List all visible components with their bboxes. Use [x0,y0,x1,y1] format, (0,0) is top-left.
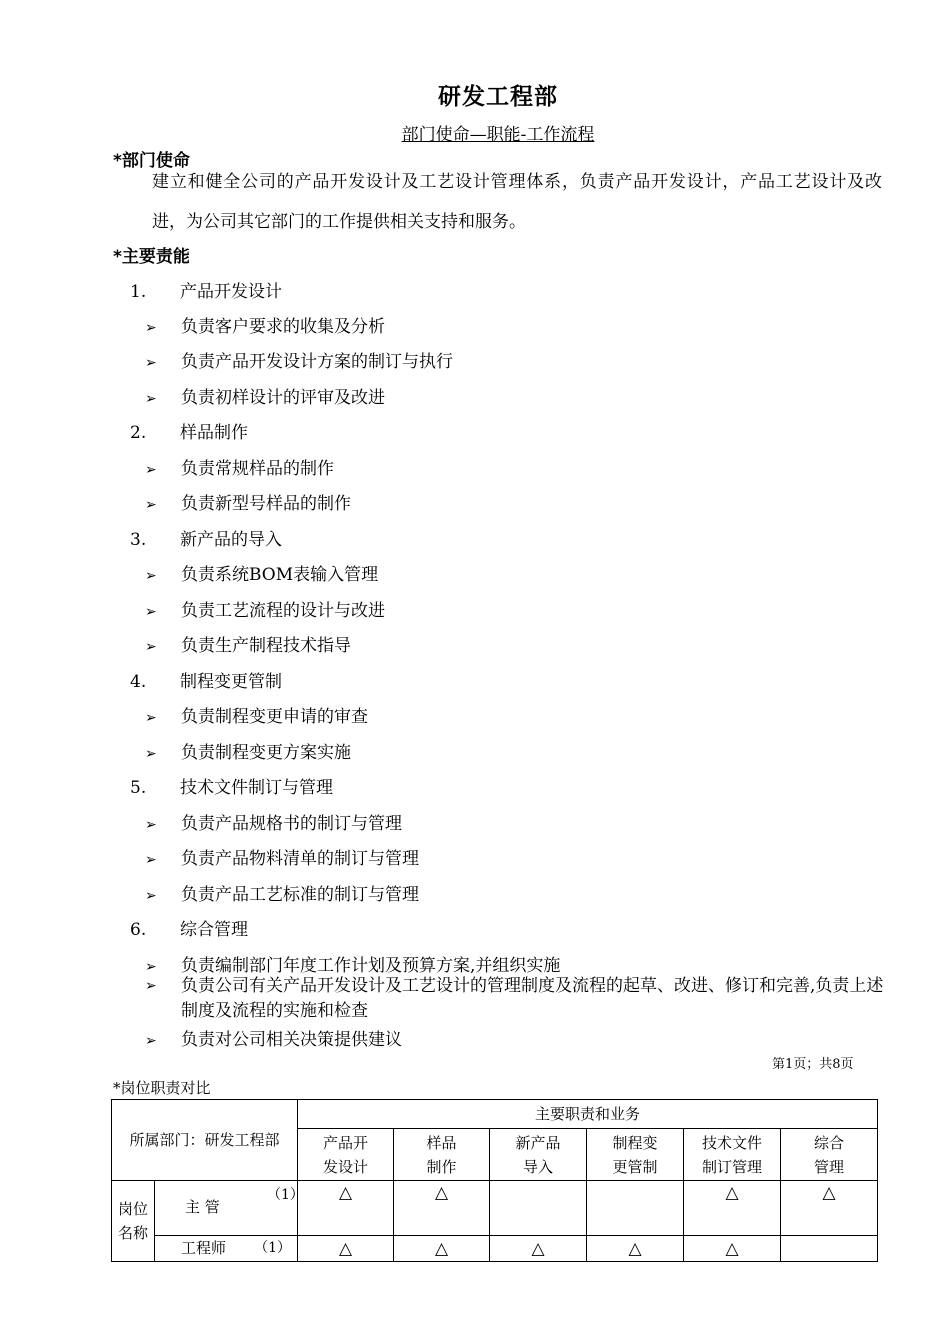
list-item [145,596,385,621]
arrow-bullet-icon: ➢ [145,355,157,371]
list-item-text: 负责产品工艺标准的制订与管理 [181,885,419,905]
category-5 [130,773,333,798]
duty-mark [587,1181,684,1236]
list-item [145,974,885,1024]
list-item [145,951,560,976]
list-item [145,347,453,372]
position-name-cell: 主 管 （1） [155,1181,298,1236]
list-item-text: 负责工艺流程的设计与改进 [181,601,385,621]
column-header: 综合 管理 [781,1129,878,1181]
category-label: 制程变更管制 [180,672,282,692]
list-item [145,738,351,763]
duty-mark: △ [684,1236,781,1262]
category-3 [130,525,282,550]
arrow-bullet-icon: ➢ [145,568,157,584]
list-item [145,631,351,656]
list-item [145,489,351,514]
list-item-text: 负责产品规格书的制订与管理 [181,814,402,834]
duty-mark: △ [490,1236,587,1262]
category-number: 5. [130,778,147,798]
list-item-text: 负责对公司相关决策提供建议 [181,1030,402,1050]
arrow-bullet-icon: ➢ [145,888,157,904]
arrow-bullet-icon: ➢ [145,1033,157,1049]
arrow-bullet-icon: ➢ [145,817,157,833]
arrow-bullet-icon: ➢ [145,462,157,478]
list-item [145,312,385,337]
list-item-text: 负责编制部门年度工作计划及预算方案,并组织实施 [181,956,561,976]
arrow-bullet-icon: ➢ [145,978,157,994]
category-number: 1. [130,282,147,302]
duty-mark: △ [298,1236,394,1262]
arrow-bullet-icon: ➢ [145,710,157,726]
list-item-text: 负责客户要求的收集及分析 [181,317,385,337]
list-item [145,454,334,479]
page-subtitle: 部门使命—职能-工作流程 [401,125,595,145]
category-label: 新产品的导入 [180,530,282,550]
category-label: 综合管理 [180,920,248,940]
page-title: 研发工程部 [438,84,558,110]
list-item-text: 负责公司有关产品开发设计及工艺设计的管理制度及流程的起草、改进、修订和完善,负责上述制度及流程的实施和检查 [181,976,884,1021]
arrow-bullet-icon: ➢ [145,497,157,513]
list-item-text: 负责初样设计的评审及改进 [181,388,385,408]
responsibilities-heading: *主要责能 [113,247,190,267]
column-header: 样品 制作 [394,1129,490,1181]
duty-mark: △ [394,1181,490,1236]
mission-heading: *部门使命 [113,151,190,171]
category-label: 技术文件制订与管理 [180,778,333,798]
duty-mark: △ [781,1181,878,1236]
comparison-heading: *岗位职责对比 [113,1079,211,1097]
arrow-bullet-icon: ➢ [145,959,157,975]
category-label: 产品开发设计 [180,282,282,302]
duty-mark: △ [394,1236,490,1262]
list-item-text: 负责产品物料清单的制订与管理 [181,849,419,869]
category-number: 2. [130,423,147,443]
arrow-bullet-icon: ➢ [145,746,157,762]
list-item-text: 负责产品开发设计方案的制订与执行 [181,352,453,372]
category-number: 4. [130,672,147,692]
mission-text: 建立和健全公司的产品开发设计及工艺设计管理体系，负责产品开发设计，产品工艺设计及改进，为公司其它部门的工作提供相关支持和服务。 [152,172,882,232]
category-6 [130,915,248,940]
arrow-bullet-icon: ➢ [145,391,157,407]
list-item-text: 负责常规样品的制作 [181,459,334,479]
department-cell: 所属部门：研发工程部 [112,1100,298,1181]
column-header: 新产品 导入 [490,1129,587,1181]
list-item-text: 负责新型号样品的制作 [181,494,351,514]
list-item [145,702,368,727]
arrow-bullet-icon: ➢ [145,604,157,620]
duty-mark [781,1236,878,1262]
list-item [145,1025,402,1050]
column-header: 制程变 更管制 [587,1129,684,1181]
list-item-text: 负责生产制程技术指导 [181,636,351,656]
list-item [145,809,402,834]
duty-mark: △ [298,1181,394,1236]
table-row [112,1181,878,1236]
list-item [145,560,378,585]
duty-mark: △ [587,1236,684,1262]
list-item [145,880,419,905]
list-item [145,383,385,408]
position-label-cell: 岗位 名称 [112,1181,155,1262]
column-header: 技术文件 制订管理 [684,1129,781,1181]
list-item [145,844,419,869]
column-header: 产品开 发设计 [298,1129,394,1181]
list-item-text: 负责系统BOM表输入管理 [181,565,379,585]
category-4 [130,667,282,692]
position-duty-table [111,1099,878,1262]
table-row [112,1236,878,1262]
position-name-cell: 工程师 （1） [155,1236,298,1262]
arrow-bullet-icon: ➢ [145,639,157,655]
list-item-text: 负责制程变更方案实施 [181,743,351,763]
arrow-bullet-icon: ➢ [145,852,157,868]
page-number: 第1页；共8页 [772,1057,854,1072]
arrow-bullet-icon: ➢ [145,320,157,336]
category-1 [130,277,282,302]
duty-mark [490,1181,587,1236]
duty-mark: △ [684,1181,781,1236]
main-duties-header: 主要职责和业务 [298,1100,878,1129]
list-item-text: 负责制程变更申请的审查 [181,707,368,727]
category-number: 3. [130,530,147,550]
category-number: 6. [130,920,147,940]
category-label: 样品制作 [180,423,248,443]
category-2 [130,418,248,443]
